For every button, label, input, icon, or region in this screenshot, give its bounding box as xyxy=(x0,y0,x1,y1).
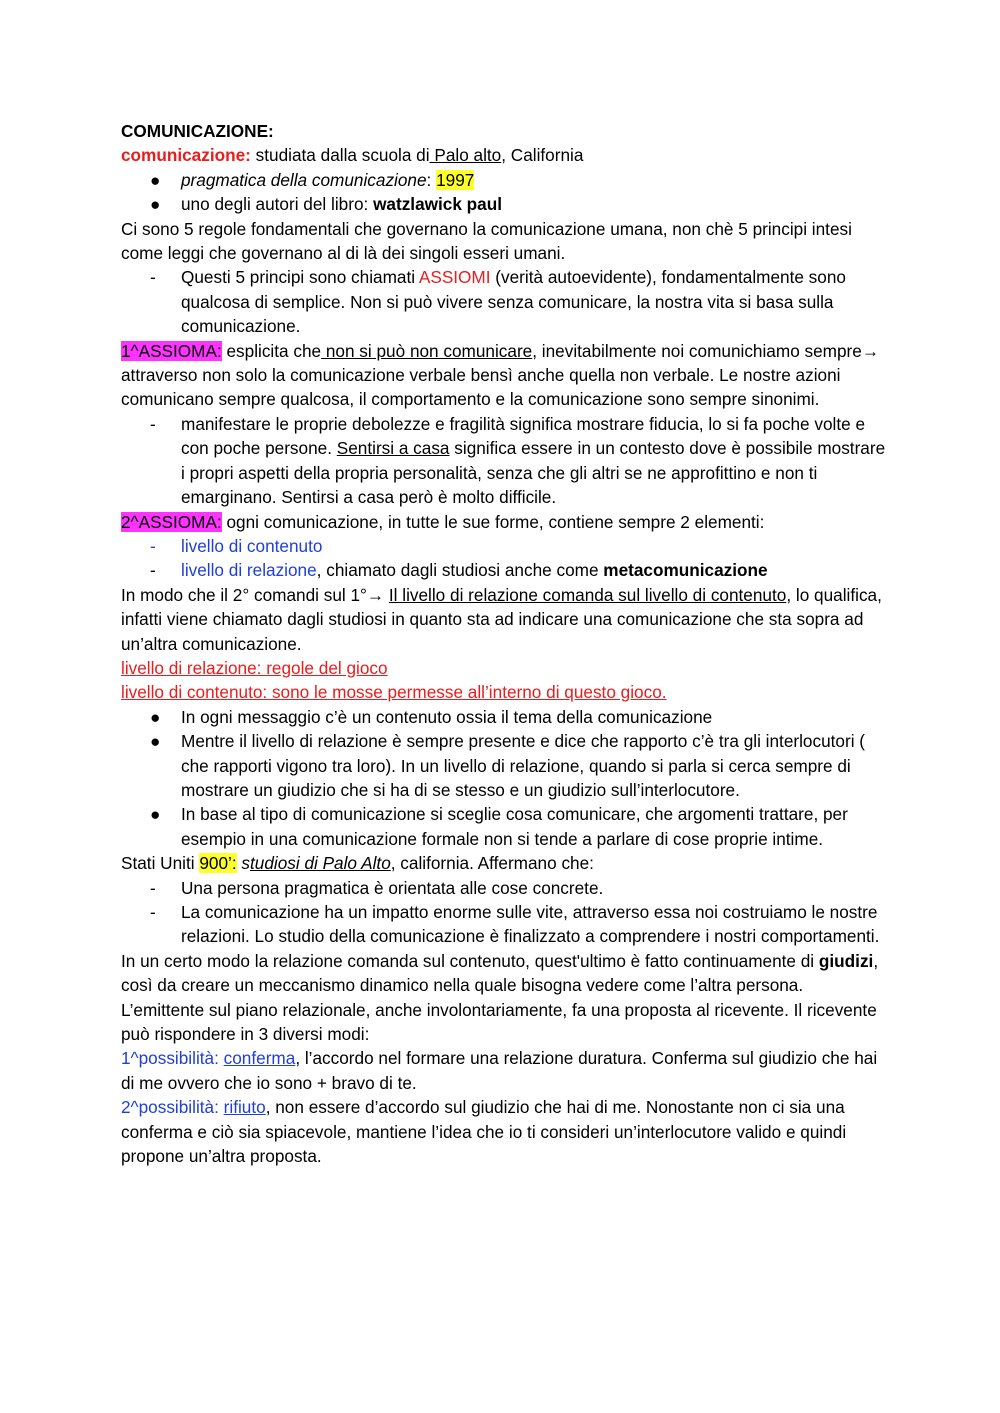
possibility-2-label: 2^possibilità: xyxy=(121,1097,224,1118)
bullet-marker: ● xyxy=(150,194,161,215)
bullet-marker: ● xyxy=(150,731,161,752)
dash-marker: - xyxy=(150,560,156,581)
moves-line: livello di contenuto: sono le mosse permesse all’interno di questo gioco. xyxy=(121,682,667,703)
axiom-1-label: 1^ASSIOMA: xyxy=(121,340,222,361)
dash-marker: - xyxy=(150,902,156,922)
judgments-text: In un certo modo la relazione comanda sul contenuto, quest'ultimo è fatto continuamente di xyxy=(121,950,819,971)
list-item xyxy=(121,558,891,582)
content-level: livello di contenuto xyxy=(181,535,323,556)
axiom-2-label: 2^ASSIOMA: xyxy=(121,511,222,532)
list-item xyxy=(121,265,891,338)
list-item xyxy=(121,876,891,900)
paragraph xyxy=(121,949,891,1047)
author-name: watzlawick paul xyxy=(373,194,503,215)
intro-text-end: , California xyxy=(501,145,584,166)
list-item xyxy=(121,192,891,216)
list-item-text: In base al tipo di comunicazione si sceglie cosa comunicare, che argomenti trattare, per esempio in una comunicazione formale non si tende a parlare di cose proprie intime. xyxy=(181,804,848,849)
list-item xyxy=(121,534,891,558)
possibility-1-text: , l’accordo nel formare una relazione duratura. Conferma sul giudizio che hai di me ovvero che io sono + bravo di te. xyxy=(121,1048,878,1093)
judgments-term: giudizi xyxy=(818,950,874,971)
us-text-end: , california. Affermano che: xyxy=(390,853,594,874)
intro-place: Palo alto xyxy=(429,145,502,166)
weakness-text-end: significa essere in un contesto dove è possibile mostrare i propri aspetti della propria personalità, senza che gli altri se ne approfittino e non ti emarginano. Sentirsi a casa però è molto difficile. xyxy=(181,438,886,508)
relation-level: livello di relazione xyxy=(181,560,317,581)
us-text: Stati Uniti xyxy=(121,853,200,874)
list-item-text: Mentre il livello di relazione è sempre presente e dice che rapporto c’è tra gli interlocutori ( che rapporti vigono tra loro). In un livello di relazione, quando si parla si cerca sempre di mostrare un giudizio che si ha di se stesso e un giudizio sull’interlocutore. xyxy=(181,731,866,800)
document-heading: COMUNICAZIONE: xyxy=(121,121,274,141)
list-item-text: La comunicazione ha un impatto enorme sulle vite, attraverso essa noi costruiamo le nostre relazioni. Lo studio della comunicazione è finalizzato a comprendere i nostri comportamenti. xyxy=(181,902,880,947)
axioms-text-end: (verità autoevidente), fondamentalmente sono qualcosa di semplice. Non si può vivere senza comunicare, la nostra vita si basa sulla comunicazione. xyxy=(181,267,846,337)
paragraph: Ci sono 5 regole fondamentali che governano la comunicazione umana, non chè 5 principi intesi come leggi che governano al di là dei singoli esseri umani. xyxy=(121,218,852,264)
scholars-first-letter: s xyxy=(241,853,250,874)
bullet-marker: ● xyxy=(150,804,161,825)
relation-level-text: , chiamato dagli studiosi anche come xyxy=(316,560,604,581)
paragraph xyxy=(121,583,891,656)
document-page xyxy=(121,119,891,1168)
possibility-2 xyxy=(121,1095,891,1168)
list-item-text: In ogni messaggio c’è un contenuto ossia il tema della comunicazione xyxy=(181,706,713,727)
rules-line: livello di relazione: regole del gioco xyxy=(121,657,388,678)
possibility-2-text: , non essere d’accordo sul giudizio che hai di me. Nonostante non ci sia una conferma e ciò sia spiacevole, mantiene l’idea che io ti consideri un’interlocutore valido e quindi propone un’altra proposta. xyxy=(121,1097,847,1167)
list-item-text: Una persona pragmatica è orientata alle cose concrete. xyxy=(181,877,604,898)
list-item xyxy=(121,168,891,192)
axiom-2-text: ogni comunicazione, in tutte le sue forme, contiene sempre 2 elementi: xyxy=(221,511,765,532)
possibility-2-term: rifiuto xyxy=(223,1097,266,1118)
dash-marker: - xyxy=(150,413,156,434)
axiom-1-paragraph xyxy=(121,339,891,412)
relation-command-text: In modo che il 2° comandi sul 1°→ xyxy=(121,584,389,605)
intro-term: comunicazione: xyxy=(121,145,251,166)
axiom-2-paragraph xyxy=(121,510,891,534)
list-item xyxy=(121,705,891,729)
axiom-1-text-end: , inevitabilmente noi comunichiamo sempre→ attraverso non solo la comunicazione verbale bensì anche quella non verbale. Le nostre azioni comunicano sempre qualcosa, il comportamento e la comunicazione sono sempre sinonimi. xyxy=(121,340,880,410)
possibility-1-label: 1^possibilità: xyxy=(121,1048,224,1069)
us-paragraph xyxy=(121,851,891,875)
axiom-1-underline: non si può non comunicare xyxy=(321,340,533,361)
axioms-term: ASSIOMI xyxy=(418,267,491,288)
dash-marker: - xyxy=(150,267,156,288)
feel-at-home: Sentirsi a casa xyxy=(336,438,450,459)
dash-marker: - xyxy=(150,535,156,556)
axioms-text: Questi 5 principi sono chiamati xyxy=(181,267,419,288)
judgments-text-end: , così da creare un meccanismo dinamico nella quale bisogna vedere come l’altra persona. L’emittente sul piano relazionale, anche involontariamente, fa una proposta al ricevente. Il ricevente può rispondere in 3 diversi modi: xyxy=(121,950,879,1045)
intro-line xyxy=(121,143,891,167)
possibility-1-term: conferma xyxy=(223,1048,296,1069)
dash-marker: - xyxy=(150,877,156,898)
book-title-separator: : xyxy=(426,169,437,190)
scholars-palo-alto: tudiosi di Palo Alto xyxy=(249,853,391,874)
book-year: 1997 xyxy=(436,169,475,190)
bullet-marker: ● xyxy=(150,706,161,727)
list-item xyxy=(121,900,891,949)
list-item xyxy=(121,412,891,510)
bullet-marker: ● xyxy=(150,169,161,190)
metacommunication-term: metacomunicazione xyxy=(603,560,768,581)
relation-command-text-end: , lo qualifica, infatti viene chiamato dagli studiosi in quanto sta ad indicare una comunicazione che sta sopra ad un’altra comunicazione. xyxy=(121,584,882,654)
weakness-text: manifestare le proprie debolezze e fragilità significa mostrare fiducia, lo si fa poche volte e con poche persone. xyxy=(181,413,866,459)
author-label: uno degli autori del libro: xyxy=(181,194,374,215)
relation-command-underline: Il livello di relazione comanda sul livello di contenuto xyxy=(388,584,787,605)
list-item xyxy=(121,802,891,851)
list-item xyxy=(121,729,891,802)
axiom-1-text: esplicita che xyxy=(221,340,322,361)
us-year: 900’: xyxy=(199,853,237,874)
book-title: pragmatica della comunicazione xyxy=(181,169,427,190)
intro-text: studiata dalla scuola di xyxy=(250,145,430,166)
possibility-1 xyxy=(121,1046,891,1095)
